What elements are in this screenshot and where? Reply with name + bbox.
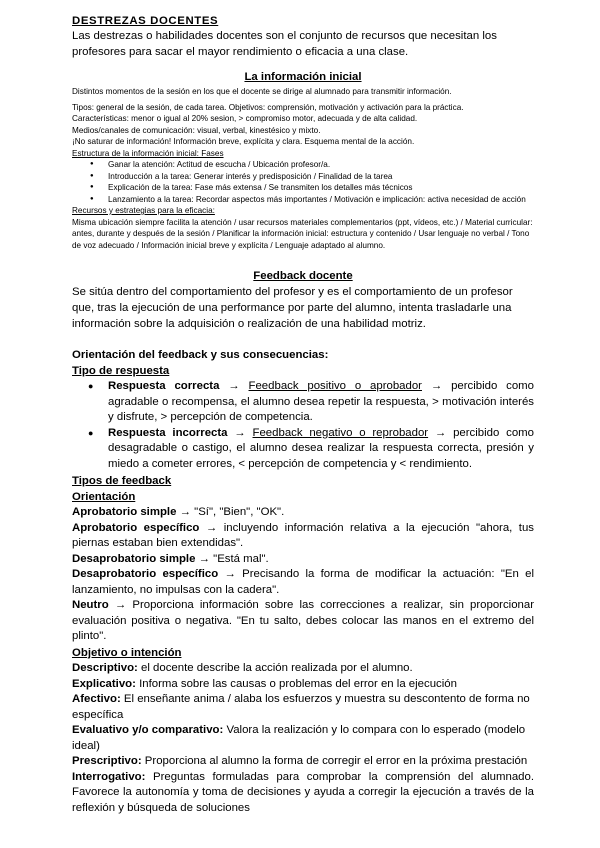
orientacion-item <box>72 521 534 552</box>
orientacion-feedback-title: Orientación del feedback y sus consecuencias: <box>72 349 329 361</box>
list-item: ● Introducción a la tarea: Generar interés y predisposición / Finalidad de la tarea <box>72 171 534 183</box>
term: Descriptivo: <box>72 662 138 674</box>
objetivo-item <box>72 692 534 723</box>
respuesta-text: → percibido como agradable o recompensa, el alumno desea repetir la respuesta, > motivación interés y disfrute, > percepción de competencia. <box>108 380 534 423</box>
term: Afectivo: <box>72 693 121 705</box>
objetivo-item <box>72 770 534 817</box>
feedback-title: Feedback docente <box>253 270 353 282</box>
info-inicial-line: Medios/canales de comunicación: visual, verbal, kinestésico y mixto. <box>72 125 321 135</box>
tipos-heading: Tipos de feedback <box>72 475 172 487</box>
recursos-heading: Recursos y estrategias para la eficacia: <box>72 206 215 215</box>
objetivo-item <box>72 677 534 693</box>
definition: Proporciona al alumno la forma de corregir el error en la próxima prestación <box>141 755 528 767</box>
feedback-type-label: Feedback negativo o reprobador <box>252 426 429 439</box>
intro-paragraph: Las destrezas o habilidades docentes son el conjunto de recursos que necesitan los profesores para sacar el mayor rendimiento o eficacia a una clase. <box>72 30 497 58</box>
list-item: ● Explicación de la tarea: Fase más extensa / Se transmiten los detalles más técnicos <box>72 182 534 194</box>
objetivo-heading: Objetivo o intención <box>72 646 182 659</box>
objetivo-item <box>72 754 534 770</box>
info-inicial-title: La información inicial <box>244 71 362 83</box>
tipo-respuesta-heading: Tipo de respuesta <box>72 364 170 377</box>
definition: → "Sí", "Bien", "OK". <box>176 506 285 518</box>
document-page <box>72 14 534 816</box>
recursos-text: Misma ubicación siempre facilita la atención / usar recursos materiales complementarios (ppt, vídeos, etc.) / Material curricular: antes, durante y después de la sesión / Planificar la información inicial: estructura y contenido / Usar lenguaje no verbal / Tono de voz adecuado / Información inicial breve y explícita / Lenguaje adaptado al alumno. <box>72 217 533 250</box>
definition: → "Está mal". <box>195 552 269 565</box>
term: Neutro <box>72 599 109 611</box>
document-title: DESTREZAS DOCENTES <box>72 15 219 27</box>
fases-heading: Estructura de la información inicial: Fases <box>72 148 224 158</box>
definition: El enseñante anima / alaba los esfuerzos y muestra su descontento de forma no específica <box>72 693 530 721</box>
definition: Informa sobre las causas o problemas del error en la ejecución <box>135 677 457 690</box>
orientacion-item <box>72 505 534 521</box>
orientacion-heading: Orientación <box>72 490 136 503</box>
feedback-type-label: Feedback positivo o aprobador <box>248 380 422 392</box>
definition: → Proporciona información sobre las correcciones a realizar, sin proporcionar evaluación positiva o negativa. "En tu salto, debes colocar las manos en el extremo del plinto". <box>72 599 534 642</box>
term: Aprobatorio simple <box>72 506 177 518</box>
definition: el docente describe la acción realizada por el alumno. <box>137 662 413 674</box>
respuesta-text: → percibido como desagradable o castigo, el alumno desea realizar la respuesta correcta, presión y miedo a cometer errores, < percepción de competencia y < rendimiento. <box>108 426 534 470</box>
respuesta-label: Respuesta incorrecta <box>108 426 228 439</box>
term: Desaprobatorio específico <box>72 568 219 580</box>
feedback-intro: Se sitúa dentro del comportamiento del profesor y es el comportamiento de un profesor que, tras la ejecución de una performance por parte del alumno, intenta trasladarle una información sobre la adquisición o realización de una habilidad motriz. <box>72 286 513 330</box>
term: Interrogativo: <box>72 770 146 783</box>
objetivo-item <box>72 661 534 677</box>
list-item: ● Ganar la atención: Actitud de escucha / Ubicación profesor/a. <box>72 159 534 171</box>
info-inicial-line: Características: menor o igual al 20% sesion, > compromiso motor, adecuada y de alta calidad. <box>72 114 418 123</box>
info-inicial-line: Tipos: general de la sesión, de cada tarea. Objetivos: comprensión, motivación y activación para la práctica. <box>72 102 464 112</box>
arrow-text: → <box>227 426 253 439</box>
definition: Valora la realización y lo compara con lo esperado (modelo ideal) <box>72 724 526 752</box>
orientacion-item <box>72 567 534 598</box>
term: Explicativo: <box>72 677 136 690</box>
info-inicial-line: ¡No saturar de información! Información breve, explícita y clara. Esquema mental de la acción. <box>72 137 415 146</box>
term: Aprobatorio específico <box>72 521 200 534</box>
arrow-text: → <box>219 380 249 392</box>
orientacion-item <box>72 598 534 645</box>
definition: → incluyendo información relativa a la ejecución "ahora, tus piernas estaban bien extendidas". <box>72 521 534 549</box>
list-item: ● Lanzamiento a la tarea: Recordar aspectos más importantes / Motivación e implicación: activa necesidad de acción <box>72 194 534 206</box>
respuestas-list <box>72 379 534 472</box>
list-item <box>72 379 534 426</box>
definition: → Precisando la forma de modificar la actuación: "En el lanzamiento, no impulsas con la cadera". <box>72 568 534 596</box>
list-item <box>72 426 534 473</box>
definition: Preguntas formuladas para comprobar la comprensión del alumnado. Favorece la autonomía y toma de decisiones y ayuda a corregir la ejecución a través de la reflexión y búsqueda de soluciones <box>72 770 534 814</box>
objetivo-item <box>72 723 534 754</box>
term: Desaprobatorio simple <box>72 552 196 565</box>
orientacion-item <box>72 552 534 568</box>
info-inicial-line: Distintos momentos de la sesión en los que el docente se dirige al alumnado para transmitir información. <box>72 87 452 96</box>
respuesta-label: Respuesta correcta <box>108 380 220 392</box>
term: Evaluativo y/o comparativo: <box>72 724 224 736</box>
fases-list <box>72 159 534 205</box>
term: Prescriptivo: <box>72 755 142 767</box>
